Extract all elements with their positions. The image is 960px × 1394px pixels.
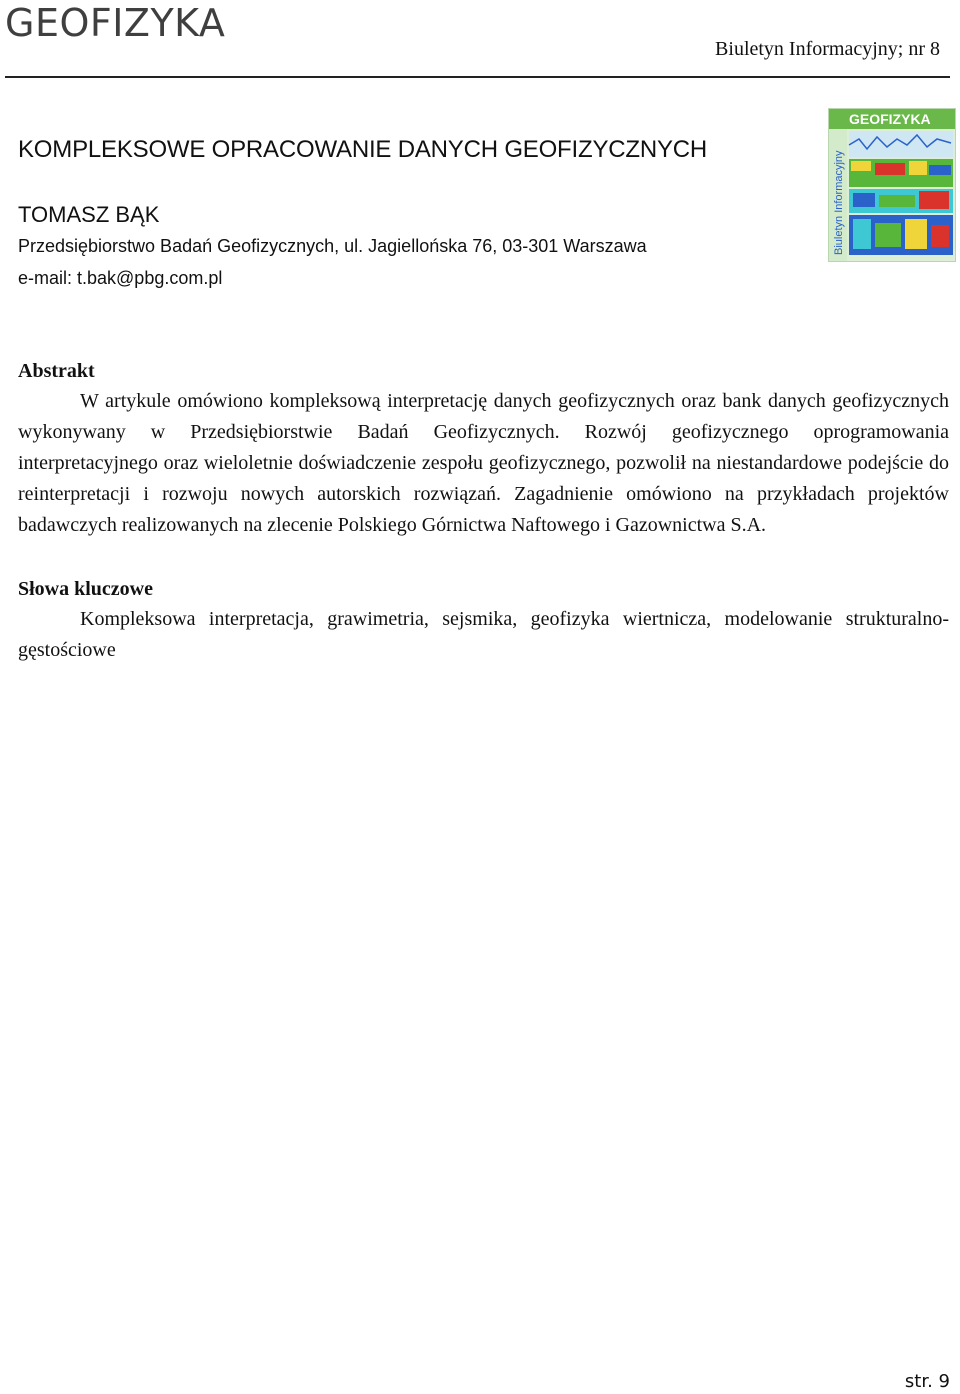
journal-cover-thumbnail	[828, 108, 956, 262]
author-affiliation: Przedsiębiorstwo Badań Geofizycznych, ul. Jagiellońska 76, 03-301 Warszawa	[18, 236, 647, 256]
author-name: TOMASZ BĄK	[18, 202, 160, 227]
abstract-paragraph	[18, 386, 949, 541]
header-divider	[5, 76, 950, 78]
keywords-paragraph	[18, 604, 949, 666]
article-title: KOMPLEKSOWE OPRACOWANIE DANYCH GEOFIZYCZNYCH	[18, 136, 708, 163]
author-email: e-mail: t.bak@pbg.com.pl	[18, 268, 223, 288]
journal-logo	[5, 2, 225, 44]
page-number: str. 9	[904, 1371, 950, 1392]
running-header-title: Biuletyn Informacyjny; nr 8	[715, 38, 940, 60]
cover-spine-text: Biuletyn Informacyjny	[833, 150, 845, 255]
abstract-text: W artykule omówiono kompleksową interpretację danych geofizycznych oraz bank danych geofizycznych wykonywany w Przedsiębiorstwie Badań Geofizycznych. Rozwój geofizycznego oprogramowania interpretacyjnego oraz wieloletnie doświadczenie zespołu geofizycznego, pozwolił na niestandardowe podejście do reinterpretacji i rozwoju nowych autorskich rozwiązań. Zagadnienie omówiono na przykładach projektów badawczych realizowanych na zlecenie Polskiego Górnictwa Naftowego i Gazownictwa S.A.	[18, 390, 949, 536]
keywords-heading: Słowa kluczowe	[18, 578, 153, 600]
journal-logo-text: GEOFIZYKA	[5, 1, 226, 45]
cover-logo-text: GEOFIZYKA	[849, 111, 931, 127]
keywords-text: Kompleksowa interpretacja, grawimetria, sejsmika, geofizyka wiertnicza, modelowanie strukturalno-gęstościowe	[18, 608, 949, 661]
abstract-heading: Abstrakt	[18, 360, 95, 382]
